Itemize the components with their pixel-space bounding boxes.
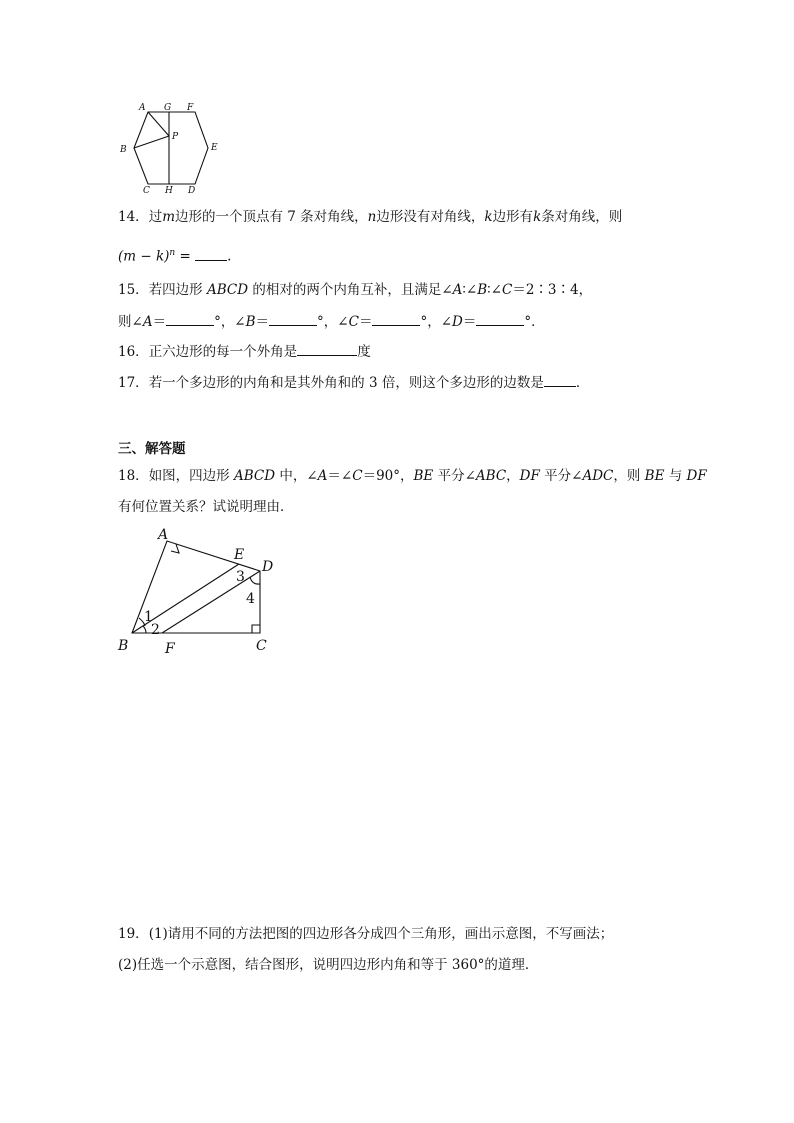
q15-text: 则∠ xyxy=(118,314,143,330)
q15-text: 若四边形 xyxy=(148,282,207,298)
q14-var-n: n xyxy=(367,209,377,225)
right-angle-c xyxy=(252,625,260,633)
label-3: 3 xyxy=(236,569,245,585)
label-h: H xyxy=(165,186,173,194)
label-4: 4 xyxy=(246,591,255,607)
q15-text: °，∠ xyxy=(214,314,246,330)
q14-number: 14． xyxy=(118,209,149,225)
q18-var: BE xyxy=(413,468,434,484)
quadrilateral-figure xyxy=(112,528,282,656)
q14-text: 过 xyxy=(148,209,163,225)
q15-text: ∶∠ xyxy=(487,282,502,298)
label-a: A xyxy=(139,103,146,113)
q14-line-2 xyxy=(118,244,231,266)
label-e: E xyxy=(234,547,245,563)
q18-var: A xyxy=(317,468,328,484)
q15-text: ＝ xyxy=(152,314,167,330)
q15-blank-d[interactable] xyxy=(476,312,524,326)
q18-text: ，则 xyxy=(613,468,645,484)
q16-line xyxy=(118,342,371,361)
q15-text: 的相对的两个内角互补，且满足∠ xyxy=(248,282,453,298)
segment-bp xyxy=(134,136,169,148)
q18-text: ＝90°， xyxy=(362,468,414,484)
q19-number: 19． xyxy=(118,926,149,942)
q14-text: 边形的一个顶点有 7 条对角线， xyxy=(175,209,368,225)
q18-var: ABC xyxy=(475,468,507,484)
q18-text: 与 xyxy=(664,468,687,484)
q15-text: °． xyxy=(524,314,545,330)
q18-line-1 xyxy=(118,467,707,485)
q18-text: 平分∠ xyxy=(539,468,583,484)
q14-exponent: n xyxy=(169,248,176,258)
q14-var-k: k xyxy=(484,209,493,225)
q17-line xyxy=(118,373,589,392)
q15-var: C xyxy=(502,282,513,298)
q14-formula: (m − k) xyxy=(118,248,170,265)
q15-var: C xyxy=(348,314,359,330)
q14-text: 边形有 xyxy=(492,209,534,225)
q15-text: ＝ xyxy=(255,314,270,330)
q15-var: A xyxy=(452,282,463,298)
q15-var: B xyxy=(245,314,256,330)
label-d: D xyxy=(188,186,196,194)
q19-line-1 xyxy=(118,925,613,943)
q15-text: ∶∠ xyxy=(462,282,478,298)
section-title: 三、解答题 xyxy=(118,441,186,457)
q15-var: A xyxy=(142,314,153,330)
q16-unit: 度 xyxy=(357,344,371,360)
q14-equals: = xyxy=(175,248,196,265)
q17-text: 若一个多边形的内角和是其外角和的 3 倍，则这个多边形的边数是 xyxy=(148,375,544,391)
label-f: F xyxy=(187,103,194,113)
q17-number: 17． xyxy=(118,375,149,391)
right-angle-a xyxy=(171,544,179,553)
q14-answer-blank[interactable] xyxy=(195,247,227,261)
q18-text: ， xyxy=(506,468,520,484)
q15-text: ＝2∶3∶4， xyxy=(512,282,593,298)
q14-var-m: m xyxy=(162,209,175,225)
q15-text: ＝ xyxy=(358,314,373,330)
label-c: C xyxy=(256,638,267,654)
q16-number: 16． xyxy=(118,344,149,360)
q15-var: D xyxy=(452,314,463,330)
q14-text: 条对角线，则 xyxy=(541,209,623,225)
q18-text: 平分∠ xyxy=(433,468,476,484)
q18-var: DF xyxy=(686,468,707,484)
label-2: 2 xyxy=(151,622,160,638)
q15-line-2 xyxy=(118,312,545,331)
q14-end: . xyxy=(227,248,232,265)
q18-var: ADC xyxy=(582,468,614,484)
label-f: F xyxy=(165,641,175,656)
q19-text-1: (1)请用不同的方法把图的四边形各分成四个三角形，画出示意图，不写画法； xyxy=(148,926,614,942)
label-e: E xyxy=(211,143,218,153)
label-1: 1 xyxy=(144,609,153,625)
q18-var: C xyxy=(352,468,363,484)
q19-line-2: (2)任选一个示意图，结合图形，说明四边形内角和等于 360°的道理． xyxy=(118,957,539,973)
q18-text: ＝∠ xyxy=(327,468,353,484)
q15-text: ＝ xyxy=(462,314,477,330)
q15-var: B xyxy=(477,282,488,298)
q16-text: 正六边形的每一个外角是 xyxy=(148,344,298,360)
q18-var: DF xyxy=(519,468,540,484)
q14-line-1 xyxy=(118,208,622,226)
q15-number: 15． xyxy=(118,282,149,298)
angle-arc-b-2 xyxy=(143,626,146,633)
q18-number: 18． xyxy=(118,468,149,484)
hexagon-shape xyxy=(134,112,208,184)
q18-var: ABCD xyxy=(233,468,276,484)
segment-ap xyxy=(148,112,169,136)
q15-text: °，∠ xyxy=(420,314,453,330)
q15-blank-a[interactable] xyxy=(166,312,214,326)
q17-end: ． xyxy=(575,375,590,391)
hexagon-figure xyxy=(112,98,222,194)
label-d: D xyxy=(262,559,274,575)
label-b: B xyxy=(120,145,127,155)
q15-blank-c[interactable] xyxy=(372,312,420,326)
q18-line-2: 有何位置关系？试说明理由． xyxy=(118,499,294,515)
q18-var: BE xyxy=(644,468,665,484)
q16-answer-blank[interactable] xyxy=(297,342,357,356)
q15-blank-b[interactable] xyxy=(269,312,317,326)
label-a: A xyxy=(158,528,169,543)
q14-text: 边形没有对角线， xyxy=(376,209,485,225)
q14-var-k: k xyxy=(533,209,542,225)
q15-var: ABCD xyxy=(206,282,249,298)
label-c: C xyxy=(143,186,150,194)
q15-line-1 xyxy=(118,281,592,299)
angle-arc-d xyxy=(250,577,260,584)
q18-text: 如图，四边形 xyxy=(148,468,234,484)
label-p: P xyxy=(172,132,179,142)
q17-answer-blank[interactable] xyxy=(544,373,576,387)
q18-text: 中，∠ xyxy=(275,468,318,484)
label-g: G xyxy=(164,103,172,113)
label-b: B xyxy=(118,638,129,654)
q15-text: °，∠ xyxy=(317,314,349,330)
